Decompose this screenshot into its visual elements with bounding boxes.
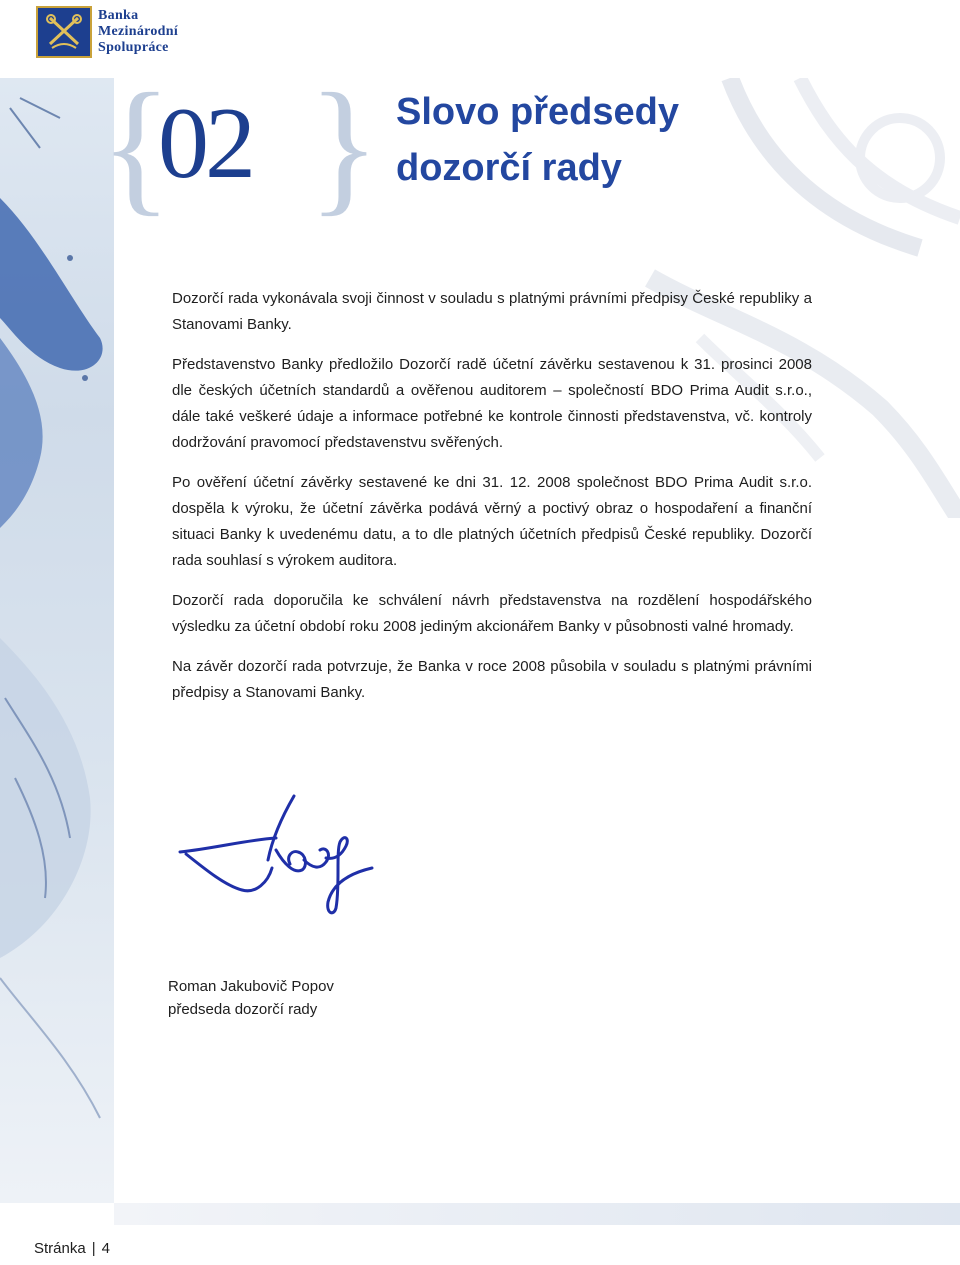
decorative-map-illustration	[0, 78, 114, 1203]
logo-line-2: Mezinárodní	[98, 24, 179, 39]
handwritten-signature	[176, 790, 376, 920]
signer-role: předseda dozorčí rady	[168, 1001, 318, 1018]
page-title	[396, 84, 679, 196]
page-title-line-1: Slovo předsedy	[396, 91, 679, 133]
paragraph: Na závěr dozorčí rada potvrzuje, že Banka v roce 2008 působila v souladu s platnými právními předpisy a Stanovami Banky.	[172, 658, 812, 701]
page-number: 4	[101, 1240, 110, 1257]
bank-name-logotype	[98, 8, 178, 56]
page-title-line-2: dozorčí rady	[396, 147, 622, 189]
left-brace: {	[100, 63, 172, 229]
signer-block	[168, 975, 334, 1021]
page-label: Stránka	[34, 1240, 86, 1257]
footer-decorative-bar	[114, 1203, 960, 1225]
paragraph: Po ověření účetní závěrky sestavené ke dni 31. 12. 2008 společnost BDO Prima Audit s.r.o. dospěla k výroku, že účetní závěrka podává věrný a poctivý obraz o hospodaření a finanční situaci Banky k uvedenému datu, a to dle platných účetních předpisů České republiky. Dozorčí rada souhlasí s výrokem auditora.	[172, 474, 812, 569]
chapter-number-block	[100, 63, 380, 229]
crossed-keys-icon	[38, 8, 90, 56]
map-illustration-graphic	[0, 78, 114, 1203]
right-brace: }	[308, 63, 380, 229]
body-text	[172, 286, 812, 720]
signer-name: Roman Jakubovič Popov	[168, 978, 334, 995]
paragraph: Dozorčí rada vykonávala svoji činnost v souladu s platnými právními předpisy České republiky a Stanovami Banky.	[172, 290, 812, 333]
signature-graphic	[176, 790, 376, 920]
chapter-number: 02	[158, 87, 252, 200]
paragraph: Dozorčí rada doporučila ke schválení návrh představenstva na rozdělení hospodářského výsledku za účetní období roku 2008 jediným akcionářem Banky v působnosti valné hromady.	[172, 592, 812, 635]
bank-logo	[36, 6, 92, 58]
page-footer	[34, 1238, 110, 1260]
footer-separator: |	[91, 1240, 96, 1257]
logo-line-3: Spolupráce	[98, 40, 169, 55]
paragraph: Představenstvo Banky předložilo Dozorčí radě účetní závěrku sestavenou k 31. prosinci 2008 dle českých účetních standardů a ověřenou auditorem – společností BDO Prima Audit s.r.o., dále také veškeré údaje a informace potřebné ke kontrole činnosti představenstva, vč. kontroly dodržování pravomocí představenstvu svěřených.	[172, 356, 812, 451]
logo-line-1: Banka	[98, 8, 139, 23]
